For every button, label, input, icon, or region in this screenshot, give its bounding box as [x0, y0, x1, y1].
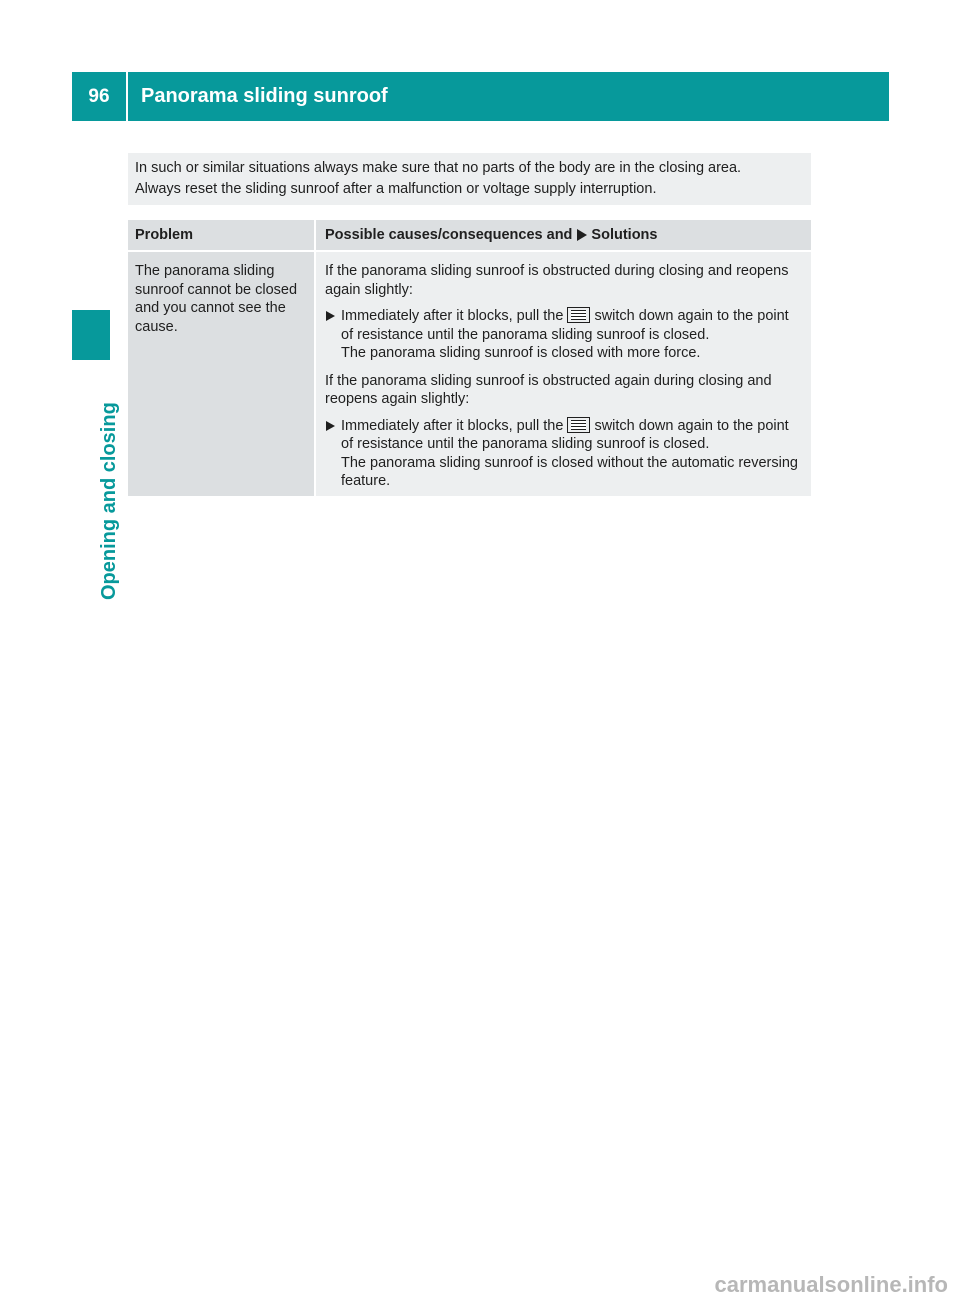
step-1-text-post: switch down again to the point of resistance until the panorama sliding sunroof is closed. [341, 308, 789, 343]
table-header-row [128, 220, 811, 250]
step-2-text-pre: Immediately after it blocks, pull the [341, 417, 564, 434]
troubleshooting-table [128, 220, 811, 496]
notice-line-1: In such or similar situations always make sure that no parts of the body are in the closing area. [135, 160, 742, 176]
step-1-text-pre: Immediately after it blocks, pull the [341, 308, 564, 324]
solution-cell [316, 252, 811, 496]
watermark: carmanualsonline.info [714, 1272, 948, 1297]
header-causes [316, 220, 811, 250]
header-solutions-label: Solutions [591, 227, 658, 243]
header-problem: Problem [128, 220, 314, 250]
problem-cell: The panorama sliding sunroof cannot be closed and you cannot see the cause. [128, 252, 314, 496]
solution-step-1 [325, 307, 804, 363]
table-row [128, 252, 811, 496]
notice-line-2: Always reset the sliding sunroof after a malfunction or voltage supply interruption. [135, 181, 657, 197]
solution-step-2 [325, 417, 804, 491]
cause-paragraph-2: If the panorama sliding sunroof is obstructed again during closing and reopens again slightly: [325, 372, 772, 407]
side-tab-marker [72, 310, 110, 360]
step-2-text-post: switch down again to the point of resistance until the panorama sliding sunroof is closed. [341, 417, 789, 452]
arrow-right-icon [326, 421, 335, 431]
step-1-result: The panorama sliding sunroof is closed with more force. [341, 345, 701, 361]
step-2-result: The panorama sliding sunroof is closed without the automatic reversing feature. [341, 454, 798, 489]
sunroof-switch-icon [567, 307, 590, 323]
header-causes-label: Possible causes/consequences and [325, 227, 573, 243]
notice-box [128, 153, 811, 205]
arrow-right-icon [577, 229, 587, 241]
page-title: Panorama sliding sunroof [128, 72, 889, 121]
side-tab-label: Opening and closing [98, 402, 120, 600]
cause-paragraph-1: If the panorama sliding sunroof is obstructed during closing and reopens again slightly: [325, 263, 789, 298]
sunroof-switch-icon [567, 417, 590, 433]
page-number: 96 [72, 72, 126, 121]
arrow-right-icon [326, 311, 335, 321]
